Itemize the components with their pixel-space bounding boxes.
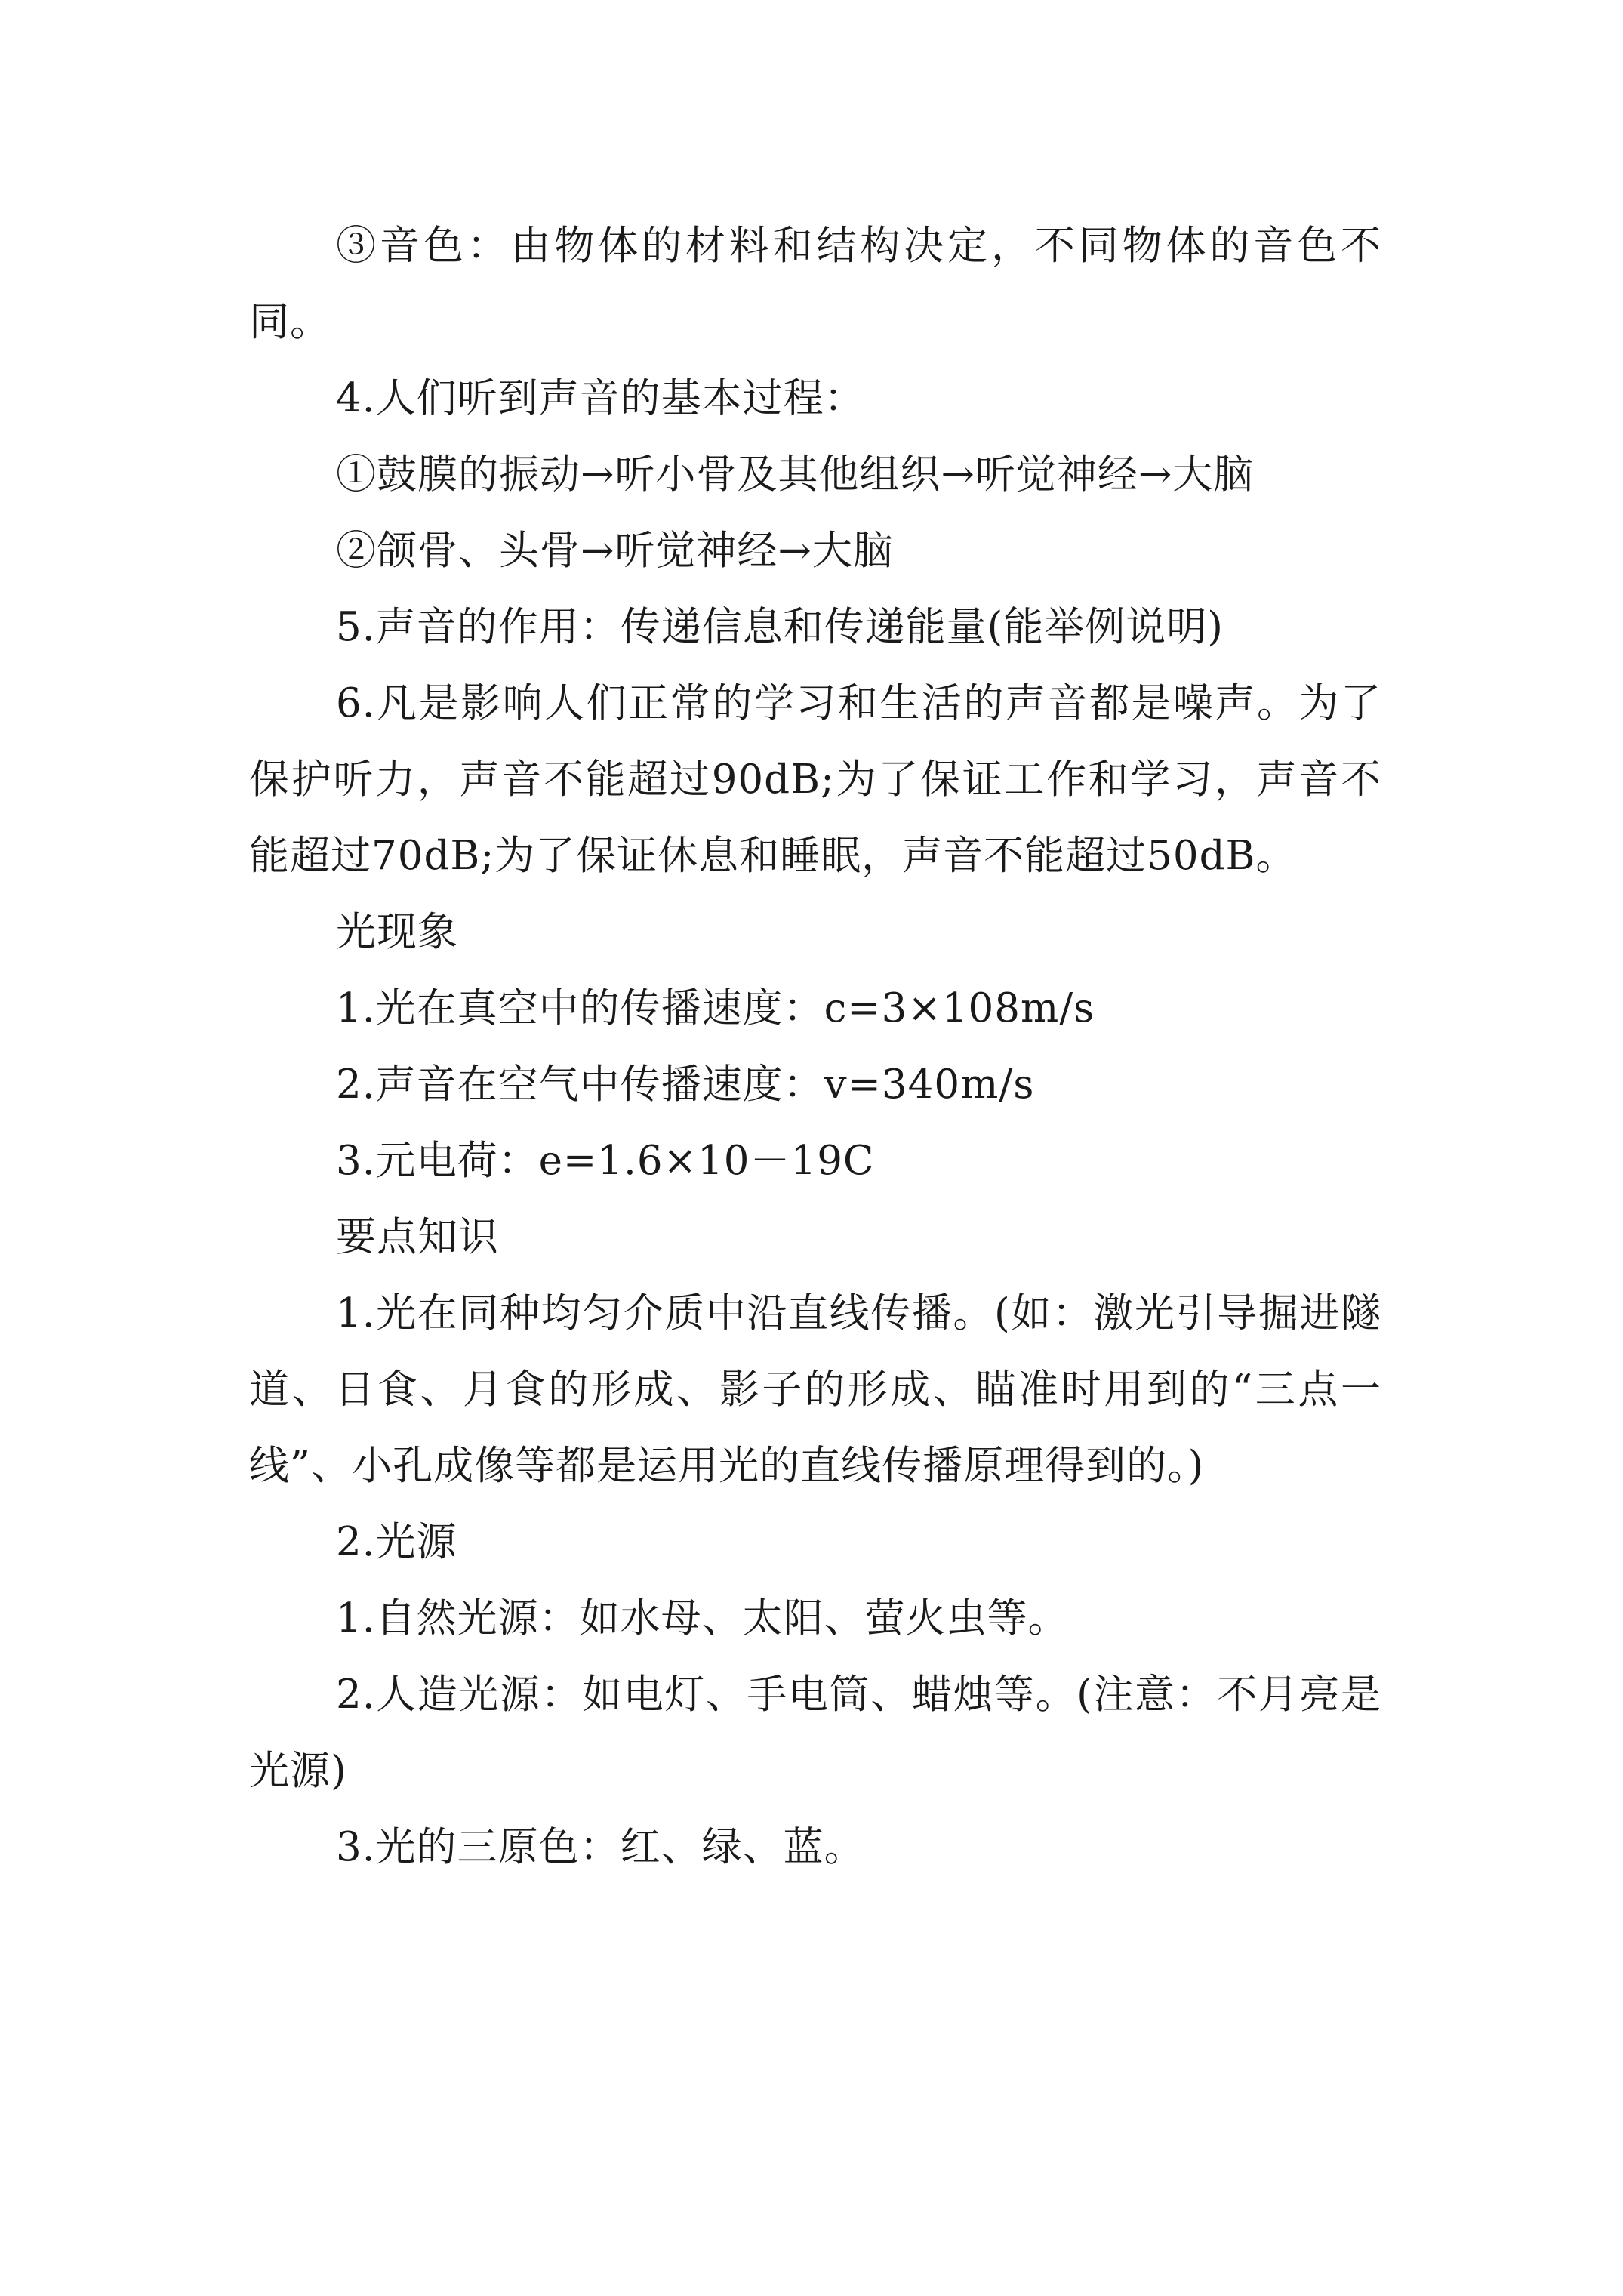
paragraph-timbre: ③音色：由物体的材料和结构决定，不同物体的音色不同。 (249, 223, 1381, 345)
paragraph-sound-uses: 5.声音的作用：传递信息和传递能量(能举例说明) (336, 604, 1224, 650)
paragraph-elementary-charge: 3.元电荷：e=1.6×10－19C (336, 1138, 875, 1184)
section-heading-key-points: 要点知识 (336, 1214, 499, 1260)
paragraph-primary-colors: 3.光的三原色：红、绿、蓝。 (336, 1824, 865, 1870)
paragraph-hearing-path-2: ②颌骨、头骨→听觉神经→大脑 (336, 528, 894, 574)
paragraph-sound-speed: 2.声音在空气中传播速度：v=340m/s (336, 1062, 1035, 1108)
paragraph-hearing-process-heading: 4.人们听到声音的基本过程： (336, 375, 865, 421)
paragraph-natural-light-sources: 1.自然光源：如水母、太阳、萤火虫等。 (336, 1595, 1069, 1641)
document-body (249, 208, 1381, 1885)
paragraph-noise: 6.凡是影响人们正常的学习和生活的声音都是噪声。为了保护听力，声音不能超过90dB;为了保证工作和学习，声音不能超过70dB;为了保证休息和睡眠，声音不能超过50dB。 (249, 680, 1381, 879)
paragraph-light-speed: 1.光在真空中的传播速度：c=3×108m/s (336, 985, 1095, 1031)
section-heading-light: 光现象 (336, 909, 458, 955)
paragraph-straight-line-propagation: 1.光在同种均匀介质中沿直线传播。(如：激光引导掘进隧道、日食、月食的形成、影子的形成、瞄准时用到的“三点一线”、小孔成像等都是运用光的直线传播原理得到的。) (249, 1290, 1381, 1489)
paragraph-hearing-path-1: ①鼓膜的振动→听小骨及其他组织→听觉神经→大脑 (336, 451, 1255, 498)
paragraph-light-sources-heading: 2.光源 (336, 1519, 457, 1565)
paragraph-artificial-light-sources: 2.人造光源：如电灯、手电筒、蜡烛等。(注意：不月亮是光源) (249, 1672, 1381, 1794)
